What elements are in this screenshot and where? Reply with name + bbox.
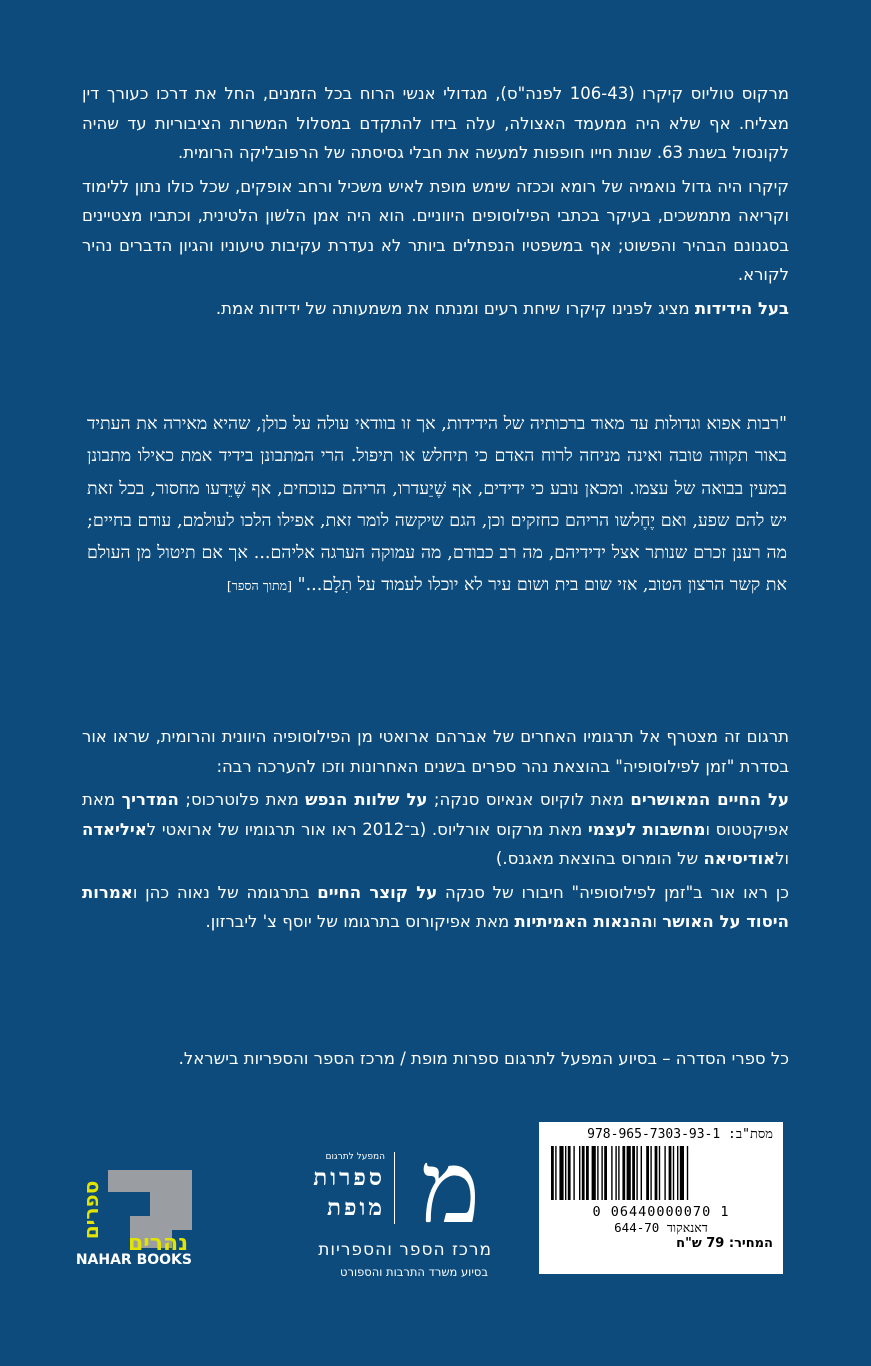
mofet-line-1: ספרות [313, 1164, 385, 1191]
translations-section [82, 722, 789, 941]
intro-paragraph [82, 172, 789, 290]
text-segment: תרגום זה מצטרף אל תרגומיו האחרים של אברהם ארואטי מן הפילוסופיה היוונית והרומית, שראו אור בסדרת "זמן לפילוסופיה" בהוצאת נהר ספרים בשנים האחרונות וזכו להערכה רבה: [82, 727, 789, 776]
mofet-center-line: מרכז הספר והספריות [318, 1240, 492, 1260]
book-title: ההנאות האמיתיות [514, 912, 653, 931]
book-title: על שלוות הנפש [305, 790, 428, 809]
intro-paragraph [82, 79, 789, 168]
text-segment: של הומרוס בהוצאת מאגנס.) [495, 849, 704, 868]
text-segment: קיקרו היה גדול נואמיה של רומא וככזה שימש מופת לאיש משכיל ורחב אופקים, שכל כולו נתון ללימוד וקריאה מתמשכים, בעיקר בכתבי הפילוסופים היווניים. הוא היה אמן הלשון הלטינית, וכתביו מצטיינים בסגנונם הבהיר והפשוט; אף במשפטיו הנפתלים ביותר לא נעדרת עקיבות טיעוניו והגיון הדברים נהיר לקורא. [82, 176, 789, 284]
series-note: כל ספרי הסדרה – בסיוע המפעל לתרגום ספרות מופת / מרכז הספר והספריות בישראל. [178, 1049, 789, 1068]
mofet-divider [394, 1152, 395, 1224]
text-segment: מציג לפנינו קיקרו שיחת רעים ומנתח את משמעותה של ידידות אמת. [215, 298, 695, 318]
danacode-line: דאנאקוד 644-70 [614, 1220, 708, 1235]
book-title: בעל הידידות [694, 298, 789, 318]
quote-text: "רבות אפוא וגדולות עד מאוד ברכותיה של הידידות, אך זו בוודאי עולה על כולן, שהיא מאירה את העתיד באור תקווה טובה ואינה מניחה לרוח האדם כי תיחלש או תיפול. הרי המתבונן בידיד אמת כאילו מתבונן במעין בבואה של עצמו. ומכאן נובע כי ידידים, אף שֶׁיֵעדרו, הריהם כנוכחים, אף שֶׁיֵדעו מחסור, בכל זאת יש להם שפע, ואם יֶחֶלשו הריהם כחזקים וכן, הגם שיקשה לומר זאת, אפילו הלכו לעולמם, עודם בחיים; מה רענן זכרם שנותר אצל ידידיהם, מה רב כבודם, מה עמוקה הערגה אליהם... אך אם תיטול מן העולם את קשר הרצון הטוב, אזי שום בית ושום עיר לא יוכלו לעמוד על תִלָם..." [87, 414, 787, 596]
book-title: איליאדה [82, 819, 147, 839]
book-quote [87, 408, 787, 603]
book-title: מחשבות לעצמי [587, 819, 706, 839]
price-line: המחיר: 79 ש"ח [676, 1236, 773, 1251]
nahar-hebrew-word: נהרים [127, 1231, 189, 1252]
translations-paragraph [82, 785, 789, 874]
intro-paragraph [82, 294, 789, 324]
sifrut-mofet-logo [268, 1129, 500, 1288]
mofet-ministry-line: בסיוע משרד התרבות והספורט [340, 1265, 488, 1279]
barcode-number: 0 06440000070 1 [592, 1204, 730, 1220]
translations-paragraph [82, 722, 789, 781]
text-segment: מאת פלוטרכוס; [178, 790, 306, 809]
nahar-books-logo [75, 1170, 192, 1282]
book-title: אמרות היסוד על האושר [82, 882, 789, 931]
text-segment: מרקוס טוליוס קיקרו (106-43 לפנה"ס), מגדולי אנשי הרוח בכל הזמנים, החל את דרכו כעורך דין מצליח. אף שלא היה ממעמד האצולה, עלה בידו להתקדם במסלול המשרות הציבוריות עד שהיה לקונסול בשנת 63. שנות חייו חופפות למעשה את חבלי גסיסתה של הרפובליקה הרומית. [82, 84, 790, 162]
text-segment: ול [775, 849, 789, 868]
nahar-logo-graphic [80, 1170, 192, 1252]
text-segment: מאת אפיקטטוס ו [82, 790, 789, 839]
nahar-english-word: NAHAR BOOKS [75, 1252, 192, 1268]
mofet-small-line: המפעל לתרגום [325, 1152, 385, 1162]
isbn-line: מסת"ב: 978-965-7303-93-1 [587, 1127, 773, 1142]
translations-paragraph [82, 878, 789, 937]
mofet-line-2: מופת [326, 1194, 385, 1221]
barcode-box [539, 1122, 783, 1274]
book-title: על החיים המאושרים [630, 790, 789, 809]
text-segment: מאת לוקיוס אנאיוס סנקה; [427, 790, 631, 809]
book-title: אודיסיאה [703, 849, 776, 868]
nahar-vertical-word: ספרים [80, 1180, 103, 1240]
barcode-bars [549, 1146, 773, 1200]
book-title: על קוצר החיים [317, 882, 438, 902]
quote-source: [מתוך הספר] [226, 578, 292, 594]
intro-section [82, 79, 789, 327]
text-segment: ו [652, 912, 663, 931]
text-segment: מאת מרקוס אורליוס. (ב־2012 ראו אור תרגומיו של ארואטי ל [146, 819, 588, 839]
text-segment: כן ראו אור ב"זמן לפילוסופיה" חיבורו של סנקה [437, 882, 789, 902]
text-segment: בתרגומה של נאוה כהן ו [132, 882, 318, 902]
mofet-letter: מ [420, 1129, 481, 1246]
book-title: המדריך [121, 790, 179, 809]
text-segment: מאת אפיקורוס בתרגומו של יוסף צ' ליברזון. [205, 912, 515, 931]
